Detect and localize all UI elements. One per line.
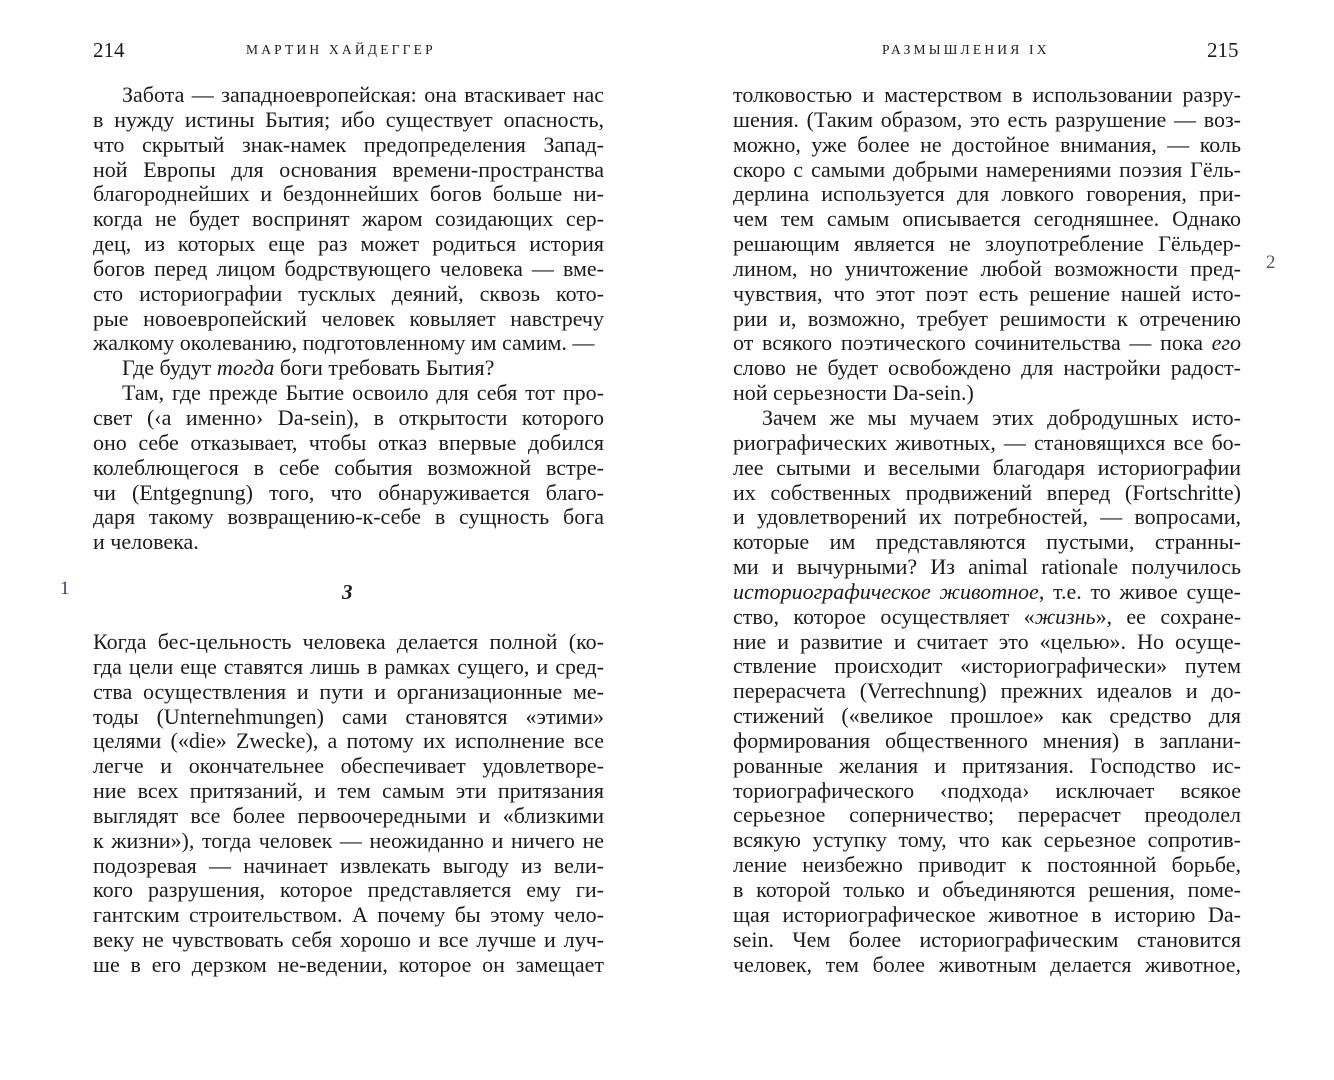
text-line: подозревая — начинает извлекать выгоду из вели- xyxy=(93,852,604,878)
right-page xyxy=(667,0,1334,1080)
text-line: которые им представляются пустыми, странны- xyxy=(733,529,1241,555)
text-line: риографических животных, — становящихся все бо- xyxy=(733,429,1241,455)
text-line: лином, но уничтожение любой возможности пред- xyxy=(733,255,1241,281)
running-head: РАЗМЫШЛЕНИЯ IX xyxy=(882,42,1050,57)
italic-text: его xyxy=(1211,330,1241,356)
text-line: ной серьезности Da-sein.) xyxy=(733,380,974,406)
text-segment: , т.е. то живое суще- xyxy=(1038,578,1241,604)
text-segment: от всякого поэтического сочинительства — пока xyxy=(733,330,1212,356)
text-line: что скрытый знак-намек предопределения Запад- xyxy=(93,131,604,157)
text-line: толковостью и мастерством в использовании разру- xyxy=(733,82,1241,107)
text-segment: Где будут xyxy=(122,355,217,381)
text-line: ства осуществления и пути и организационные ме- xyxy=(93,678,604,704)
text-line: ной Европы для основания времени-пространства xyxy=(93,156,604,182)
text-line: дерлина используется для ловкого говорения, при- xyxy=(733,181,1241,207)
text-line: Когда бес-цельность человека делается полной (ко- xyxy=(93,629,604,654)
margin-note: 2 xyxy=(1266,252,1276,273)
page-number: 215 xyxy=(1207,38,1239,62)
text-line: и человека. xyxy=(93,529,199,555)
text-line: гантским строительством. А почему бы этому чело- xyxy=(93,902,604,928)
text-line xyxy=(733,580,1241,605)
text-line: к жизни»), тогда человек — неожиданно и ничего не xyxy=(93,827,604,853)
text-line: благороднейших и бездоннейших богов больше ни- xyxy=(93,181,604,207)
page-number: 214 xyxy=(93,38,125,62)
paragraph xyxy=(93,83,604,356)
text-line: рии и, возможно, требует решимости к отречению xyxy=(733,305,1241,331)
paragraph xyxy=(93,630,604,978)
text-segment: », ее сохране- xyxy=(1095,603,1241,629)
text-line: богов перед лицом бодрствующего человека — вме- xyxy=(93,255,604,281)
text-line: рые новоевропейский человек ковыляет навстречу xyxy=(93,305,604,331)
text-line xyxy=(733,331,1241,356)
text-line: скоро с самыми добрыми намерениями поэзия Гёль- xyxy=(733,156,1241,182)
text-line: чи (Entgegnung) того, что обнаруживается благо- xyxy=(93,479,604,505)
text-line: перерасчета (Verrechnung) прежних идеалов и до- xyxy=(733,678,1241,704)
text-line: слово не будет освобождено для настройки радост- xyxy=(733,355,1241,381)
text-line: всякую уступку тому, что как серьезное сопротив- xyxy=(733,827,1241,853)
text-line: щая историографическое животное в историю Da- xyxy=(733,901,1241,927)
text-line: и удовлетворений их потребностей, — вопросами, xyxy=(733,504,1241,530)
paragraph xyxy=(733,83,1241,406)
text-line: человек, тем более животным делается животное, xyxy=(733,951,1241,977)
text-line: стижений («великое прошлое» как средство для xyxy=(733,703,1241,729)
text-line: жалкому околеванию, подготовленному им самим. — xyxy=(93,330,595,356)
text-line xyxy=(733,605,1241,630)
text-line: колеблющегося в себе события возможной встре- xyxy=(93,454,604,480)
text-line: гда цели еще ставятся лишь в рамках сущего, и сред- xyxy=(93,653,604,679)
text-block xyxy=(93,83,604,555)
text-line: Там, где прежде Бытие освоило для себя тот про- xyxy=(122,380,604,406)
section-heading: 3 xyxy=(342,580,353,604)
text-line: легче и окончательнее обеспечивает удовлетворе- xyxy=(93,753,604,779)
text-line: чем тем самым описывается сегодняшнее. Однако xyxy=(733,206,1241,232)
text-line: формирования общественного мнения) в заплани- xyxy=(733,727,1241,753)
text-line: в которой только и объединяются решения, поме- xyxy=(733,877,1241,902)
text-line: ториографического ‹подхода› исключает всякое xyxy=(733,777,1241,803)
text-line: даря такому возвращению-к-себе в сущность бога xyxy=(93,504,604,530)
text-line: Зачем же мы мучаем этих добродушных исто- xyxy=(762,404,1241,430)
text-line: их собственных продвижений вперед (Fortschritte) xyxy=(733,479,1241,505)
text-line: Забота — западноевропейская: она втаскивает нас xyxy=(122,82,604,107)
text-line: ление неизбежно приводит к постоянной борьбе, xyxy=(733,852,1241,878)
paragraph xyxy=(93,356,604,381)
text-block xyxy=(733,83,1241,977)
text-line: серьезное соперничество; перерасчет преодолел xyxy=(733,802,1241,828)
text-line: ше в его дерзком не-ведении, которое он замещает xyxy=(93,951,604,977)
text-line: ствление происходит «историографически» путем xyxy=(733,653,1241,679)
italic-text: жизнь xyxy=(1034,603,1096,629)
text-line: решающим является не злоупотребление Гёльдер- xyxy=(733,231,1241,257)
text-line: ние и развитие и считает это «целью». Но осуще- xyxy=(733,628,1241,654)
running-head: МАРТИН ХАЙДЕГГЕР xyxy=(246,42,436,57)
text-line: дец, из которых еще раз может родиться история xyxy=(93,231,604,257)
text-line: рованные желания и притязания. Господство ис- xyxy=(733,752,1241,778)
text-line: sein. Чем более историографическим становится xyxy=(733,926,1241,952)
margin-note: 1 xyxy=(60,578,70,599)
text-line: ми и вычурными? Из animal rationale получилось xyxy=(733,554,1241,580)
text-line: целями («die» Zwecke), а потому их исполнение все xyxy=(93,728,604,754)
text-line: кого разрушения, которое представляется ему ги- xyxy=(93,877,604,903)
text-line: тоды (Unternehmungen) сами становятся «этими» xyxy=(93,703,604,729)
text-line xyxy=(93,356,604,381)
text-line: свет (‹а именно› Da-sein), в открытости которого xyxy=(93,404,604,430)
text-line: чувствия, что этот поэт есть решение нашей исто- xyxy=(733,280,1241,306)
text-line: сто историографии тусклых деяний, сквозь кото- xyxy=(93,280,604,306)
text-line: оно себе отказывает, чтобы отказ впервые добился xyxy=(93,429,604,455)
text-line: можно, уже более не достойное внимания, — коль xyxy=(733,131,1241,157)
text-line: шения. (Таким образом, это есть разрушение — воз- xyxy=(733,106,1241,132)
text-line: лее сытыми и веселыми благодаря историографии xyxy=(733,454,1241,480)
italic-text: историографическое животное xyxy=(733,578,1039,604)
text-line: ние всех притязаний, и тем самым эти притязания xyxy=(93,778,604,804)
paragraph xyxy=(733,406,1241,977)
text-line: в нужду истины Бытия; ибо существует опасность, xyxy=(93,106,604,132)
paragraph xyxy=(93,381,604,555)
text-segment: ство, которое осуществляет « xyxy=(733,603,1035,629)
text-segment: боги требовать Бытия? xyxy=(274,355,495,381)
text-line: веку не чувствовать себя хорошо и все лучше и луч- xyxy=(93,927,604,953)
text-line: когда не будет воспринят жаром созидающих сер- xyxy=(93,206,604,232)
section-text-block xyxy=(93,630,604,978)
text-line: выглядят все более первоочередными и «близкими xyxy=(93,802,604,828)
italic-text: тогда xyxy=(216,355,275,381)
